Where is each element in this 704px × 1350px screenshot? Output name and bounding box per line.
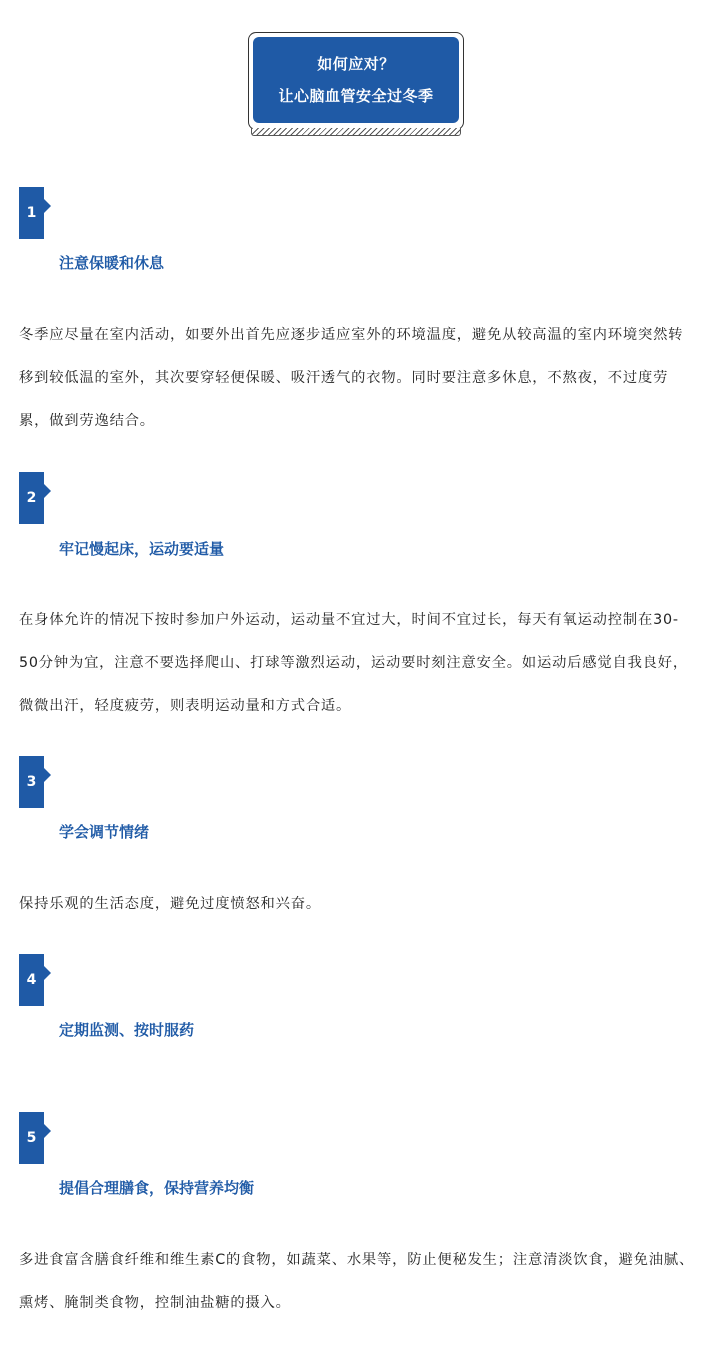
section-title-3: 学会调节情绪 (59, 823, 150, 841)
section-title-2: 牢记慢起床，运动要适量 (59, 540, 225, 558)
header-line-1: 如何应对？ (317, 55, 395, 73)
section-title-4: 定期监测、按时服药 (59, 1021, 195, 1039)
section-body-2: 在身体允许的情况下按时参加户外运动，运动量不宜过大，时间不宜过长，每天有氧运动控制在30-50分钟为宜，注意不要选择爬山、打球等激烈运动，运动要时刻注意安全。如运动后感觉自我良好，微微出汗，轻度疲劳，则表明运动量和方式合适。 (19, 612, 688, 714)
section-number-1: 1 (26, 205, 37, 221)
section-number-badge-5 (19, 1112, 44, 1164)
section-body-3: 保持乐观的生活态度，避免过度愤怒和兴奋。 (19, 896, 321, 912)
header-banner (248, 32, 464, 138)
section-number-badge-1 (19, 187, 44, 239)
section-title-5: 提倡合理膳食，保持营养均衡 (59, 1179, 255, 1197)
section-number-5: 5 (26, 1130, 37, 1146)
header-line-2: 让心脑血管安全过冬季 (278, 87, 434, 105)
section-number-badge-2 (19, 472, 44, 524)
section-number-2: 2 (26, 490, 37, 506)
section-title-1: 注意保暖和休息 (59, 254, 165, 272)
section-number-3: 3 (26, 774, 37, 790)
header-box (253, 37, 459, 123)
section-body-5: 多进食富含膳食纤维和维生素C的食物，如蔬菜、水果等，防止便秘发生；注意清淡饮食，避免油腻、熏烤、腌制类食物，控制油盐糖的摄入。 (19, 1252, 695, 1311)
section-body-1: 冬季应尽量在室内活动，如要外出首先应逐步适应室外的环境温度，避免从较高温的室内环境突然转移到较低温的室外，其次要穿轻便保暖、吸汗透气的衣物。同时要注意多休息，不熬夜，不过度劳累，做到劳逸结合。 (19, 327, 684, 429)
section-number-badge-4 (19, 954, 44, 1006)
section-number-4: 4 (26, 972, 37, 988)
header-hatched-edge (251, 128, 461, 136)
section-number-badge-3 (19, 756, 44, 808)
